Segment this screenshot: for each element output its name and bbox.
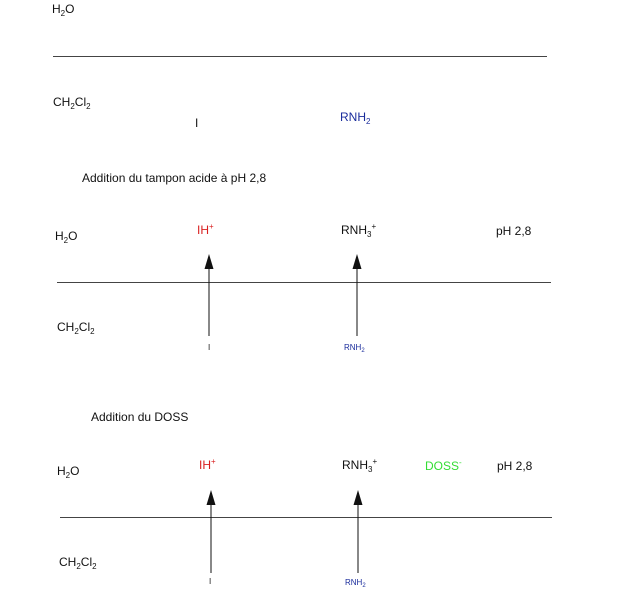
panel3-organic-phase-label: $CH_2Cl_2$: [59, 555, 97, 571]
panel2-species-RNH3-plus: $RNH_3^+$: [341, 222, 377, 239]
panel3-ph-label: pH 2,8: [497, 459, 533, 473]
panel2-water-phase-label: $H_2O$: [55, 229, 78, 245]
panel3-species-RNH2: $RNH_2$: [345, 578, 366, 589]
panel2-species-I: I: [208, 343, 211, 352]
panel3-arrow-RNH2-head-icon: [354, 490, 363, 505]
panel3-species-DOSS-minus: DOSS-: [425, 458, 462, 473]
panel1-water-phase-label: $H_2O$: [52, 2, 75, 18]
panel3-species-I: I: [209, 577, 212, 586]
panel2-ph-label: pH 2,8: [496, 224, 532, 238]
panel3-species-RNH3-plus: $RNH_3^+$: [342, 457, 378, 474]
panel1-organic-phase-label: $CH_2Cl_2$: [53, 95, 91, 111]
panel1-species-RNH2: $RNH_2$: [340, 110, 371, 126]
panel1-species-I: I: [195, 116, 199, 130]
panel3-water-phase-label: $H_2O$: [57, 464, 80, 480]
panel3-caption: Addition du DOSS: [91, 410, 189, 424]
panel3-arrow-I-head-icon: [207, 490, 216, 505]
panel2-species-IH-plus: IH+: [197, 222, 214, 237]
panel2-arrow-I-head-icon: [205, 254, 214, 269]
panel2-arrow-RNH2-head-icon: [353, 254, 362, 269]
panel3-species-IH-plus: IH+: [199, 457, 216, 472]
panel2-caption: Addition du tampon acide à pH 2,8: [82, 171, 267, 185]
panel2-species-RNH2: $RNH_2$: [344, 343, 365, 354]
panel2-organic-phase-label: $CH_2Cl_2$: [57, 320, 95, 336]
